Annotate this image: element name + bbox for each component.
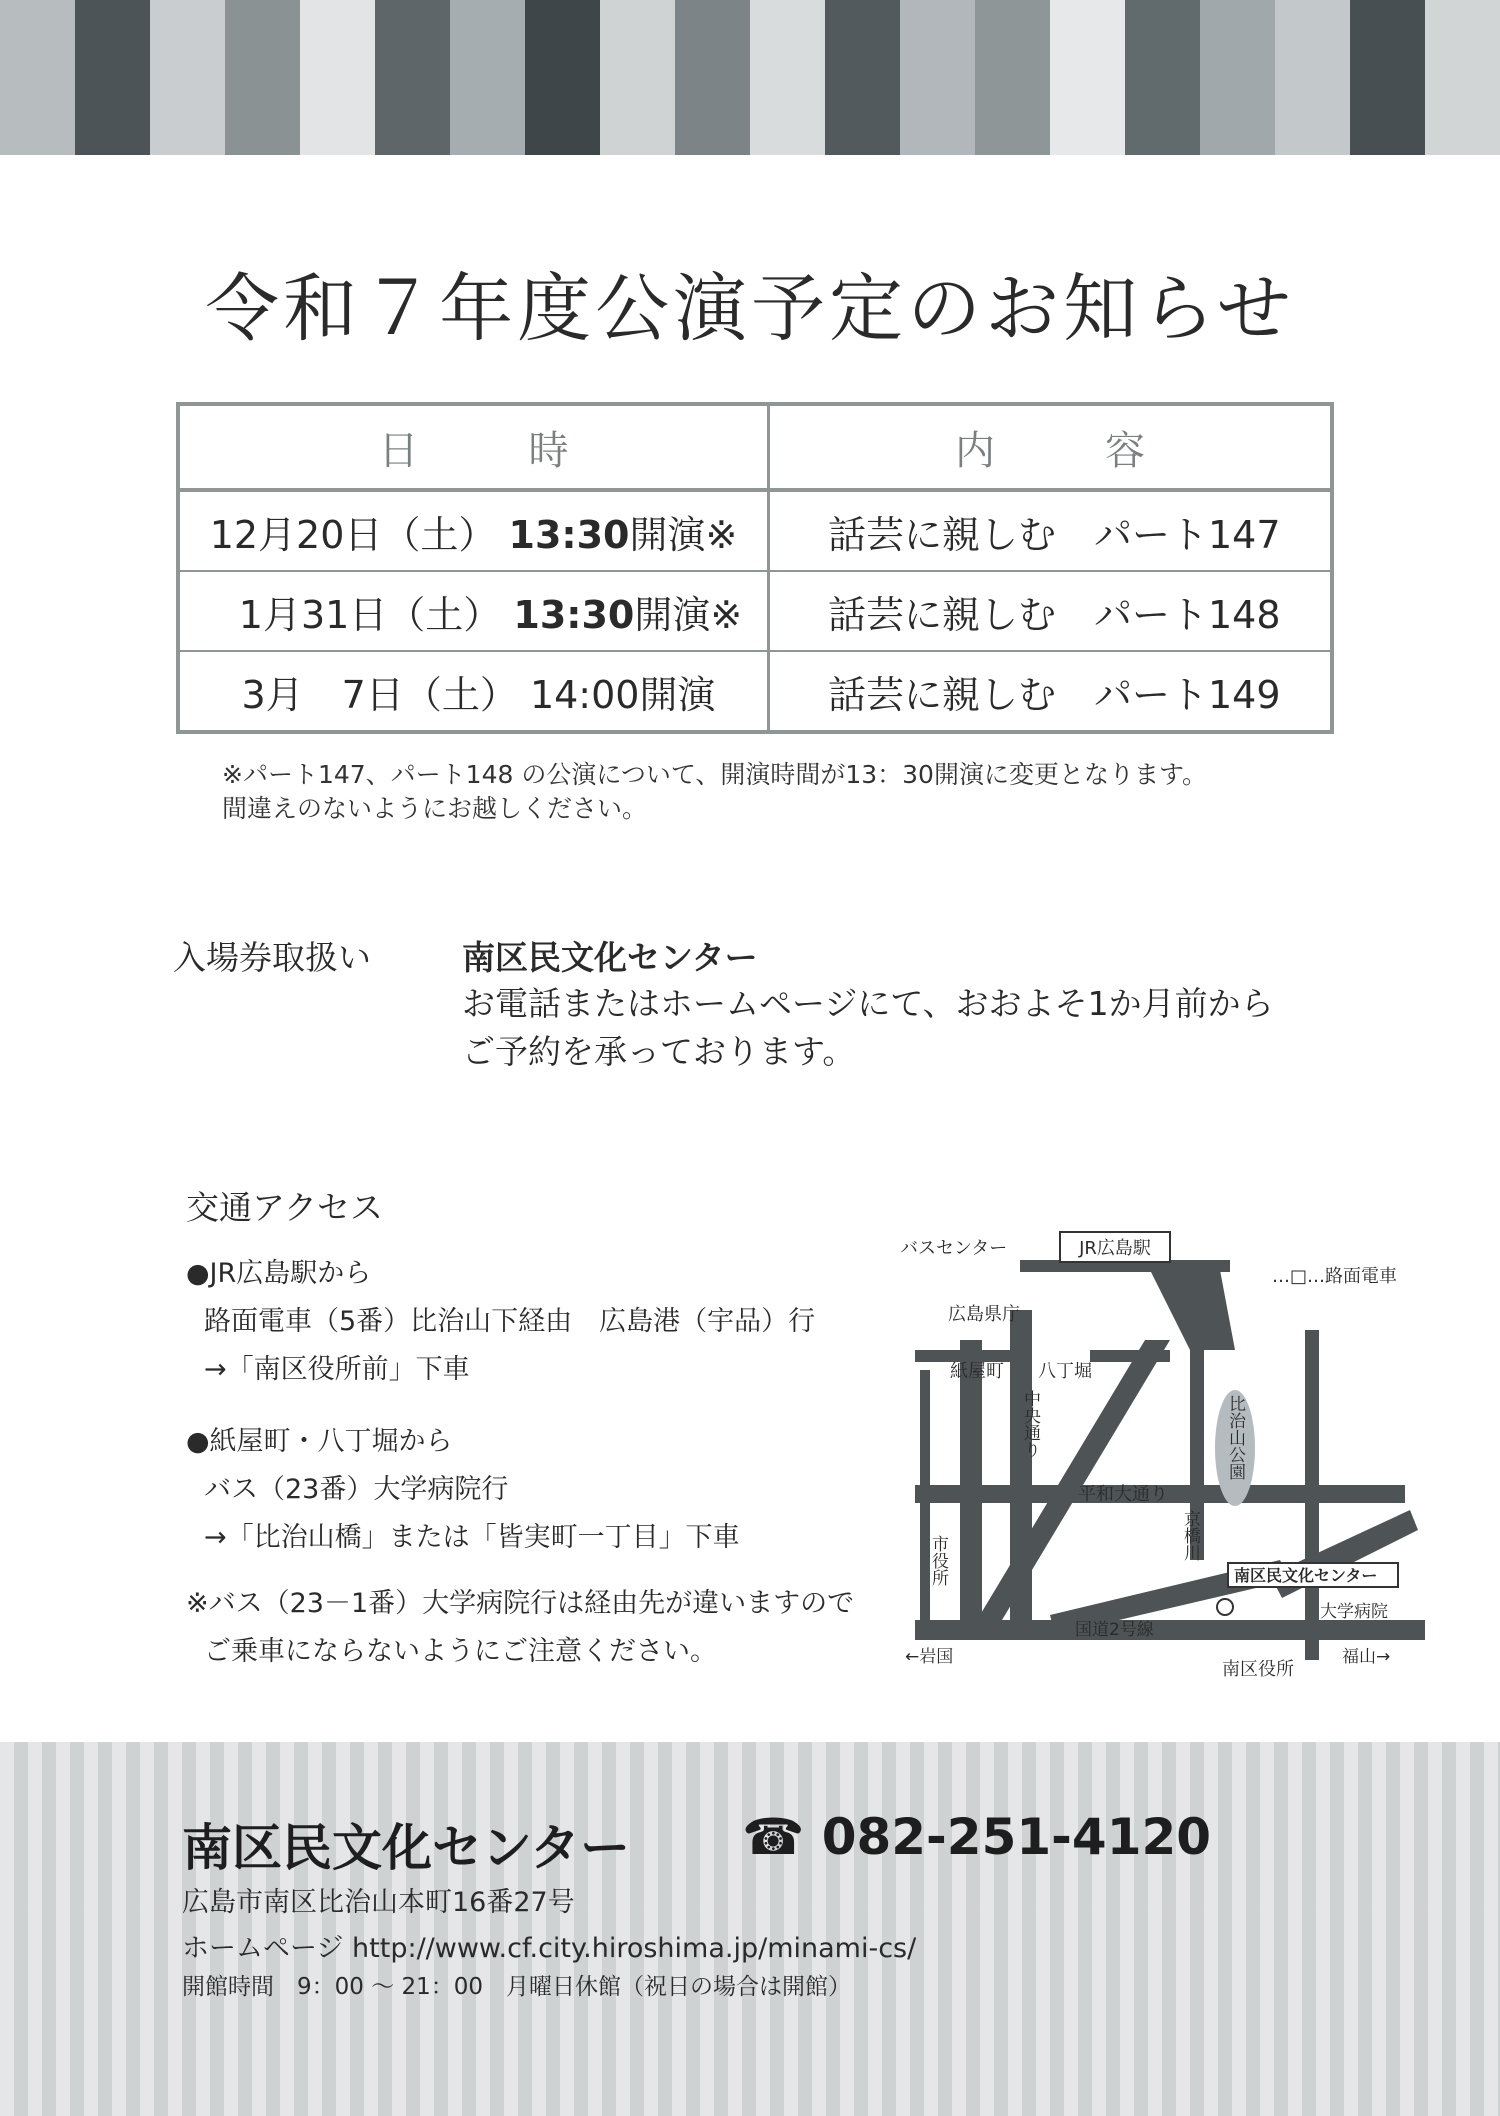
stripe	[600, 0, 675, 155]
schedule-header-row	[180, 406, 1330, 492]
stripe	[225, 0, 300, 155]
road-shiyakusho	[960, 1340, 982, 1640]
route-line: →「比治山橋」または「皆実町一丁目」下車	[204, 1522, 740, 1553]
map-label: 京橋川	[1180, 1510, 1200, 1561]
route-line: バス（23番）大学病院行	[204, 1474, 509, 1505]
map-label: 南区民文化センター	[1234, 1566, 1378, 1585]
footer-hours: 開館時間 9：00 ～ 21：00 月曜日休館（祝日の場合は開館）	[182, 1974, 852, 2000]
map-label: 八丁堀	[1038, 1361, 1092, 1382]
road-right	[1305, 1330, 1319, 1660]
stripe	[450, 0, 525, 155]
route-kamiyacho	[186, 1418, 740, 1562]
header-stripes	[0, 0, 1500, 155]
ticket-line: お電話またはホームページにて、おおよそ1か月前から	[462, 984, 1274, 1023]
map-label: 南区役所	[1222, 1659, 1294, 1680]
caution-line: ご乗車にならないようにご注意ください。	[204, 1636, 717, 1667]
ticket-label: 入場券取扱い	[173, 938, 371, 977]
row-content: 話芸に親しむ パート147	[828, 512, 1281, 557]
stripe	[1125, 0, 1200, 155]
row-date: 3月 7日（土）	[241, 672, 518, 717]
map-label: 福山→	[1342, 1647, 1391, 1667]
access-map	[890, 1230, 1430, 1680]
ticket-venue: 南区民文化センター	[462, 938, 758, 977]
stripe	[0, 0, 75, 155]
table-row	[180, 572, 1330, 652]
row-suffix: 開演※	[629, 512, 738, 557]
map-label: 中央通り	[1020, 1390, 1040, 1458]
ticket-description	[462, 980, 1274, 1076]
road-station	[1150, 1270, 1235, 1350]
route-caution	[186, 1580, 854, 1676]
stripe	[300, 0, 375, 155]
stripe	[675, 0, 750, 155]
stripe	[525, 0, 600, 155]
row-suffix: 開演	[639, 672, 716, 717]
stripe	[750, 0, 825, 155]
stripe	[150, 0, 225, 155]
note-line: 間違えのないようにお越しください。	[222, 794, 648, 823]
map-label: 大学病院	[1320, 1602, 1388, 1622]
footer-phone: ☎ 082-251-4120	[742, 1808, 1212, 1866]
map-label: 紙屋町	[950, 1361, 1004, 1382]
map-label: ←岩国	[905, 1647, 954, 1667]
footer-website: ホームページ http://www.cf.city.hiroshima.jp/minami-cs/	[182, 1933, 917, 1964]
page-title: 令和７年度公演予定のお知らせ	[205, 266, 1295, 352]
route-title: ●JR広島駅から	[186, 1258, 372, 1289]
stripe	[1200, 0, 1275, 155]
header-date: 日時	[378, 427, 679, 474]
stripe	[1050, 0, 1125, 155]
stripe	[825, 0, 900, 155]
map-label: 比治山公園	[1225, 1395, 1245, 1480]
row-content: 話芸に親しむ パート148	[828, 592, 1281, 637]
map-label: バスセンター	[900, 1238, 1008, 1259]
venue-marker	[1217, 1599, 1233, 1615]
stripe	[1350, 0, 1425, 155]
map-label: …□…路面電車	[1272, 1266, 1398, 1287]
schedule-table	[176, 402, 1334, 734]
row-content: 話芸に親しむ パート149	[828, 672, 1281, 717]
route-title: ●紙屋町・八丁堀から	[186, 1426, 453, 1457]
route-line: 路面電車（5番）比治山下経由 広島港（宇品）行	[204, 1306, 816, 1337]
route-jr	[186, 1250, 815, 1394]
road-left	[920, 1370, 930, 1640]
map-label: JR広島駅	[1079, 1238, 1151, 1259]
ticket-line: ご予約を承っております。	[462, 1032, 856, 1071]
row-time: 13:30	[508, 512, 630, 557]
road-hatchobori	[1090, 1350, 1170, 1362]
row-suffix: 開演※	[634, 592, 743, 637]
map-label: 国道2号線	[1075, 1620, 1154, 1640]
caution-line: ※バス（23－1番）大学病院行は経由先が違いますので	[186, 1588, 855, 1619]
map-label: 市役所	[928, 1535, 948, 1586]
footer-venue-name: 南区民文化センター	[182, 1819, 630, 1877]
map-label: 広島県庁	[948, 1304, 1020, 1325]
table-row	[180, 652, 1330, 730]
schedule-note	[222, 758, 1207, 826]
row-date: 12月20日（土）	[209, 512, 497, 557]
access-heading: 交通アクセス	[186, 1188, 384, 1227]
table-row	[180, 492, 1330, 572]
map-label: 平和大通り	[1078, 1484, 1168, 1505]
stripe	[1275, 0, 1350, 155]
row-time: 13:30	[513, 592, 635, 637]
stripe	[975, 0, 1050, 155]
footer-address: 広島市南区比治山本町16番27号	[182, 1887, 575, 1918]
stripe	[375, 0, 450, 155]
route-line: →「南区役所前」下車	[204, 1354, 470, 1385]
stripe	[1425, 0, 1500, 155]
stripe	[75, 0, 150, 155]
header-content: 内容	[955, 427, 1255, 474]
row-date: 1月31日（土）	[238, 592, 502, 637]
stripe	[900, 0, 975, 155]
row-time: 14:00	[529, 672, 640, 717]
note-line: ※パート147、パート148 の公演について、開演時間が13：30開演に変更となります。	[222, 760, 1207, 789]
